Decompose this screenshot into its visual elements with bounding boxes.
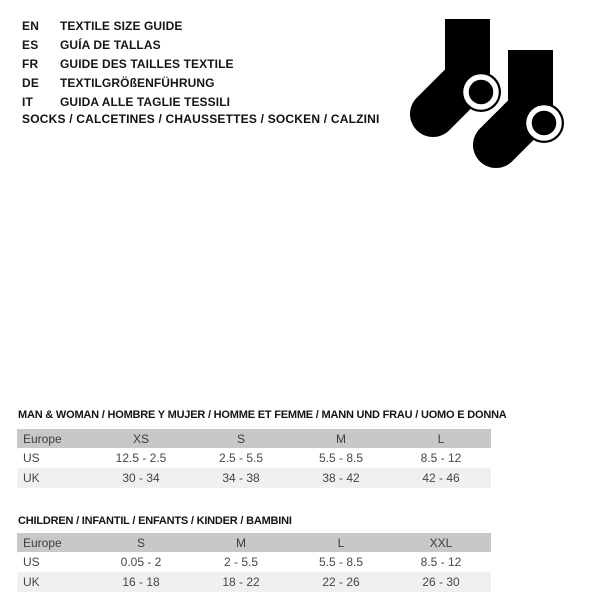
size-cell: 30 - 34 [122, 471, 160, 485]
row-label: US [23, 451, 40, 465]
size-cell: 2 - 5.5 [223, 555, 259, 569]
table-row-us [17, 552, 491, 572]
category-title: SOCKS / CALCETINES / CHAUSSETTES / SOCKEN / CALZINI [22, 112, 380, 126]
size-cell: 38 - 42 [322, 471, 360, 485]
size-cell: 2.5 - 5.5 [218, 451, 264, 465]
row-label: UK [23, 471, 40, 485]
sock-1 [433, 19, 501, 114]
table-header-row [17, 429, 491, 448]
language-code: IT [22, 94, 34, 109]
language-label: TEXTILGRÖßENFÜHRUNG [60, 75, 215, 90]
table-row-uk [17, 468, 491, 488]
column-header-xs: XS [91, 429, 191, 448]
size-cell: 16 - 18 [122, 575, 160, 589]
column-header-xxl: XXL [391, 533, 491, 552]
column-header-s: S [91, 533, 191, 552]
column-header-l: L [291, 533, 391, 552]
language-row-de [22, 73, 234, 92]
language-list [22, 16, 234, 111]
column-header-europe: Europe [17, 533, 91, 552]
size-cell: 12.5 - 2.5 [115, 451, 167, 465]
table-row-us [17, 448, 491, 468]
size-cell: 8.5 - 12 [420, 555, 462, 569]
man-woman-size-table [17, 429, 491, 488]
table-header-row [17, 533, 491, 552]
children-section-title: CHILDREN / INFANTIL / ENFANTS / KINDER / BAMBINI [18, 515, 292, 527]
column-header-m: M [191, 533, 291, 552]
language-row-es [22, 35, 234, 54]
size-cell: 22 - 26 [322, 575, 360, 589]
language-code: EN [22, 18, 40, 33]
table-row-uk [17, 572, 491, 592]
column-header-europe: Europe [17, 429, 91, 448]
size-cell: 5.5 - 8.5 [318, 555, 364, 569]
man-woman-section-title: MAN & WOMAN / HOMBRE Y MUJER / HOMME ET FEMME / MANN UND FRAU / UOMO E DONNA [18, 409, 507, 421]
language-label: GUIDE DES TAILLES TEXTILE [60, 56, 234, 71]
column-header-s: S [191, 429, 291, 448]
sock-2 [496, 50, 564, 145]
language-row-it [22, 92, 234, 111]
size-cell: 18 - 22 [222, 575, 260, 589]
size-cell: 26 - 30 [422, 575, 460, 589]
language-code: DE [22, 75, 40, 90]
children-size-table [17, 533, 491, 592]
language-label: GUÍA DE TALLAS [60, 37, 161, 52]
size-cell: 0.05 - 2 [120, 555, 162, 569]
language-code: FR [22, 56, 39, 71]
language-row-fr [22, 54, 234, 73]
language-row-en [22, 16, 234, 35]
size-cell: 42 - 46 [422, 471, 460, 485]
socks-icon-svg [405, 10, 565, 185]
column-header-l: L [391, 429, 491, 448]
language-code: ES [22, 37, 39, 52]
size-cell: 8.5 - 12 [420, 451, 462, 465]
row-label: US [23, 555, 40, 569]
column-header-m: M [291, 429, 391, 448]
size-cell: 5.5 - 8.5 [318, 451, 364, 465]
size-cell: 34 - 38 [222, 471, 260, 485]
socks-icon [405, 10, 565, 185]
language-label: GUIDA ALLE TAGLIE TESSILI [60, 94, 231, 109]
row-label: UK [23, 575, 40, 589]
language-label: TEXTILE SIZE GUIDE [60, 18, 183, 33]
